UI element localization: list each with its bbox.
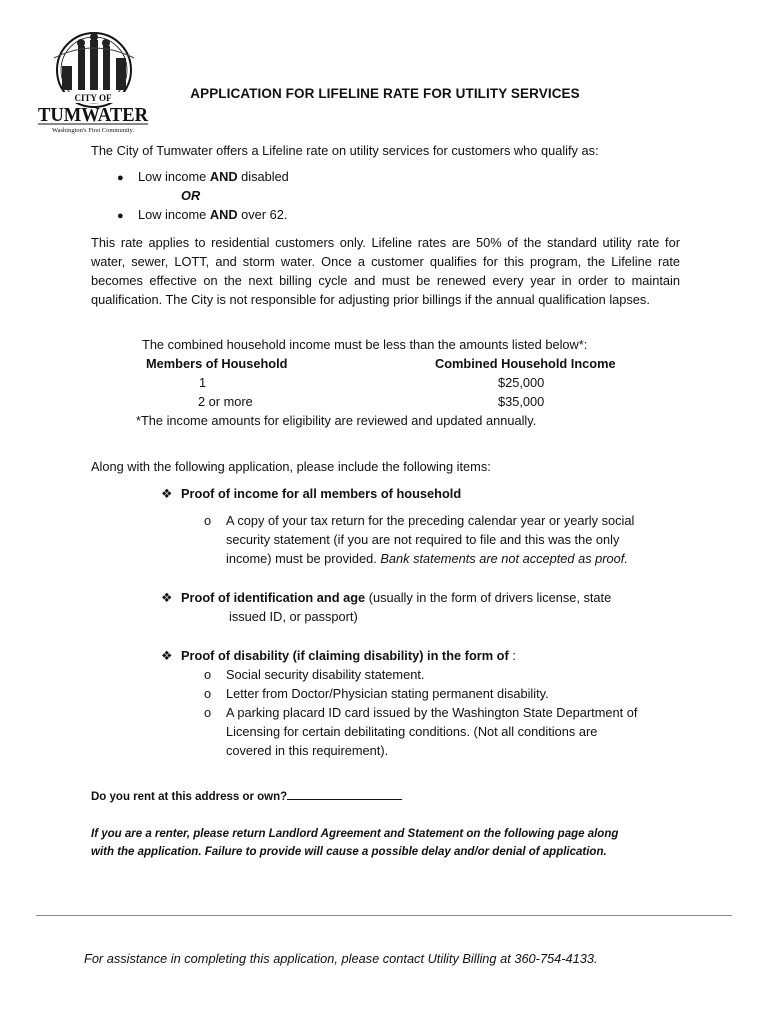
proof-disability-heading: Proof of disability (if claiming disability) in the form of : — [181, 648, 516, 663]
circle-bullet-icon: o — [204, 686, 212, 701]
disability-item-2: Letter from Doctor/Physician stating permanent disability. — [226, 686, 549, 701]
logo-city-name: TUMWATER — [38, 104, 149, 126]
circle-bullet-icon: o — [204, 513, 212, 528]
disability-item-3-line-3: covered in this requirement). — [226, 743, 389, 758]
bullet-dot: ● — [117, 172, 124, 184]
logo-city-of: CITY OF — [74, 93, 112, 103]
footer-divider — [36, 915, 732, 916]
rent-question — [91, 787, 402, 803]
income-footnote: *The income amounts for eligibility are reviewed and updated annually. — [136, 413, 537, 428]
city-logo — [34, 28, 152, 136]
qualify-item-2: Low income AND over 62. — [138, 207, 288, 222]
rate-paragraph: This rate applies to residential customers only. Lifeline rates are 50% of the standard utility rate for water, sewer, LOTT, and storm water. Once a customer qualifies for this program, the Lifeline rate becomes effective on the next billing cycle and must be renewed every year in order to maintain qualification. The City is not responsible for adjusting prior billings if the annual qualification lapses. — [91, 235, 680, 307]
items-intro: Along with the following application, please include the following items: — [91, 459, 491, 474]
proof-id-line-2: issued ID, or passport) — [229, 609, 358, 624]
diamond-bullet-icon: ❖ — [161, 486, 173, 501]
income-intro: The combined household income must be less than the amounts listed below*: — [142, 337, 588, 352]
disability-item-3-line-1: A parking placard ID card issued by the Washington State Department of — [226, 705, 638, 720]
proof-id-line-1: Proof of identification and age (usually in the form of drivers license, state — [181, 590, 612, 605]
disability-item-3-line-2: Licensing for certain debilitating conditions. (Not all conditions are — [226, 724, 598, 739]
qualify-or: OR — [181, 188, 201, 203]
renter-note-line-1: If you are a renter, please return Landlord Agreement and Statement on the following page along — [91, 828, 619, 840]
rent-question-label: Do you rent at this address or own? — [91, 791, 288, 803]
diamond-bullet-icon: ❖ — [161, 648, 173, 663]
table-cell-income: $25,000 — [498, 375, 545, 390]
footer-assistance: For assistance in completing this application, please contact Utility Billing at 360-754-4133. — [84, 951, 598, 966]
logo-tagline: Washington's First Community. — [51, 127, 135, 134]
disability-item-1: Social security disability statement. — [226, 667, 425, 682]
circle-bullet-icon: o — [204, 705, 212, 720]
col-members-header: Members of Household — [146, 356, 288, 371]
page-title: APPLICATION FOR LIFELINE RATE FOR UTILITY SERVICES — [190, 86, 580, 101]
renter-note-line-2: with the application. Failure to provide will cause a possible delay and/or denial of application. — [91, 846, 607, 858]
diamond-bullet-icon: ❖ — [161, 590, 173, 605]
proof-income-line-1: A copy of your tax return for the preceding calendar year or yearly social — [226, 513, 635, 528]
rent-own-field[interactable] — [287, 787, 402, 800]
table-cell-income: $35,000 — [498, 394, 545, 409]
city-seal-icon — [34, 28, 152, 136]
table-cell-members: 2 or more — [198, 394, 253, 409]
circle-bullet-icon: o — [204, 667, 212, 682]
proof-income-heading: Proof of income for all members of household — [181, 486, 462, 501]
qualify-item-1: Low income AND disabled — [138, 169, 289, 184]
proof-income-line-2: security statement (if you are not required to file and this was the only — [226, 532, 620, 547]
table-cell-members: 1 — [199, 375, 207, 390]
bullet-dot: ● — [117, 210, 124, 222]
proof-income-line-3: income) must be provided. Bank statements are not accepted as proof. — [226, 551, 628, 566]
intro-text: The City of Tumwater offers a Lifeline rate on utility services for customers who qualify as: — [91, 143, 599, 158]
col-income-header: Combined Household Income — [435, 356, 616, 371]
